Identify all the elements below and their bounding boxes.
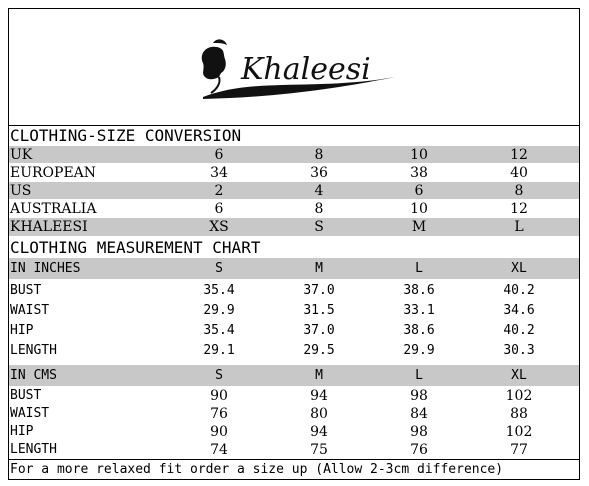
table-row: EUROPEAN 34 36 38 40 — [10, 164, 528, 181]
table-row: AUSTRALIA 6 8 10 12 — [10, 200, 528, 217]
logo-area — [9, 9, 579, 126]
table-row: BUST 90 94 98 102 — [10, 387, 533, 404]
table-row: LENGTH 74 75 76 77 — [10, 441, 528, 458]
table-row: HIP 90 94 98 102 — [10, 423, 533, 440]
table-header-cms: IN CMS S M L XL — [9, 365, 579, 386]
table-row: US 2 4 6 8 — [9, 182, 579, 199]
table-row: KHALEESI XS S M L — [9, 218, 579, 236]
table-row: WAIST 76 80 84 88 — [10, 405, 528, 422]
logo-text: Khaleesi — [241, 52, 371, 87]
footer-note: For a more relaxed fit order a size up (Allow 2-3cm difference) — [9, 459, 579, 479]
khaleesi-logo — [195, 37, 425, 103]
table-row: HIP 35.4 37.0 38.6 40.2 — [10, 323, 535, 338]
table-row: UK 6 8 10 12 — [9, 146, 579, 163]
section-title-conversion: CLOTHING-SIZE CONVERSION — [10, 126, 242, 145]
table-row: BUST 35.4 37.0 38.6 40.2 — [10, 283, 535, 298]
table-header-inches: IN INCHES S M L XL — [9, 258, 579, 279]
size-chart — [8, 8, 580, 480]
section-title-measurement: CLOTHING MEASUREMENT CHART — [10, 238, 261, 257]
table-row: WAIST 29.9 31.5 33.1 34.6 — [10, 303, 535, 318]
table-row: LENGTH 29.1 29.5 29.9 30.3 — [10, 343, 535, 358]
